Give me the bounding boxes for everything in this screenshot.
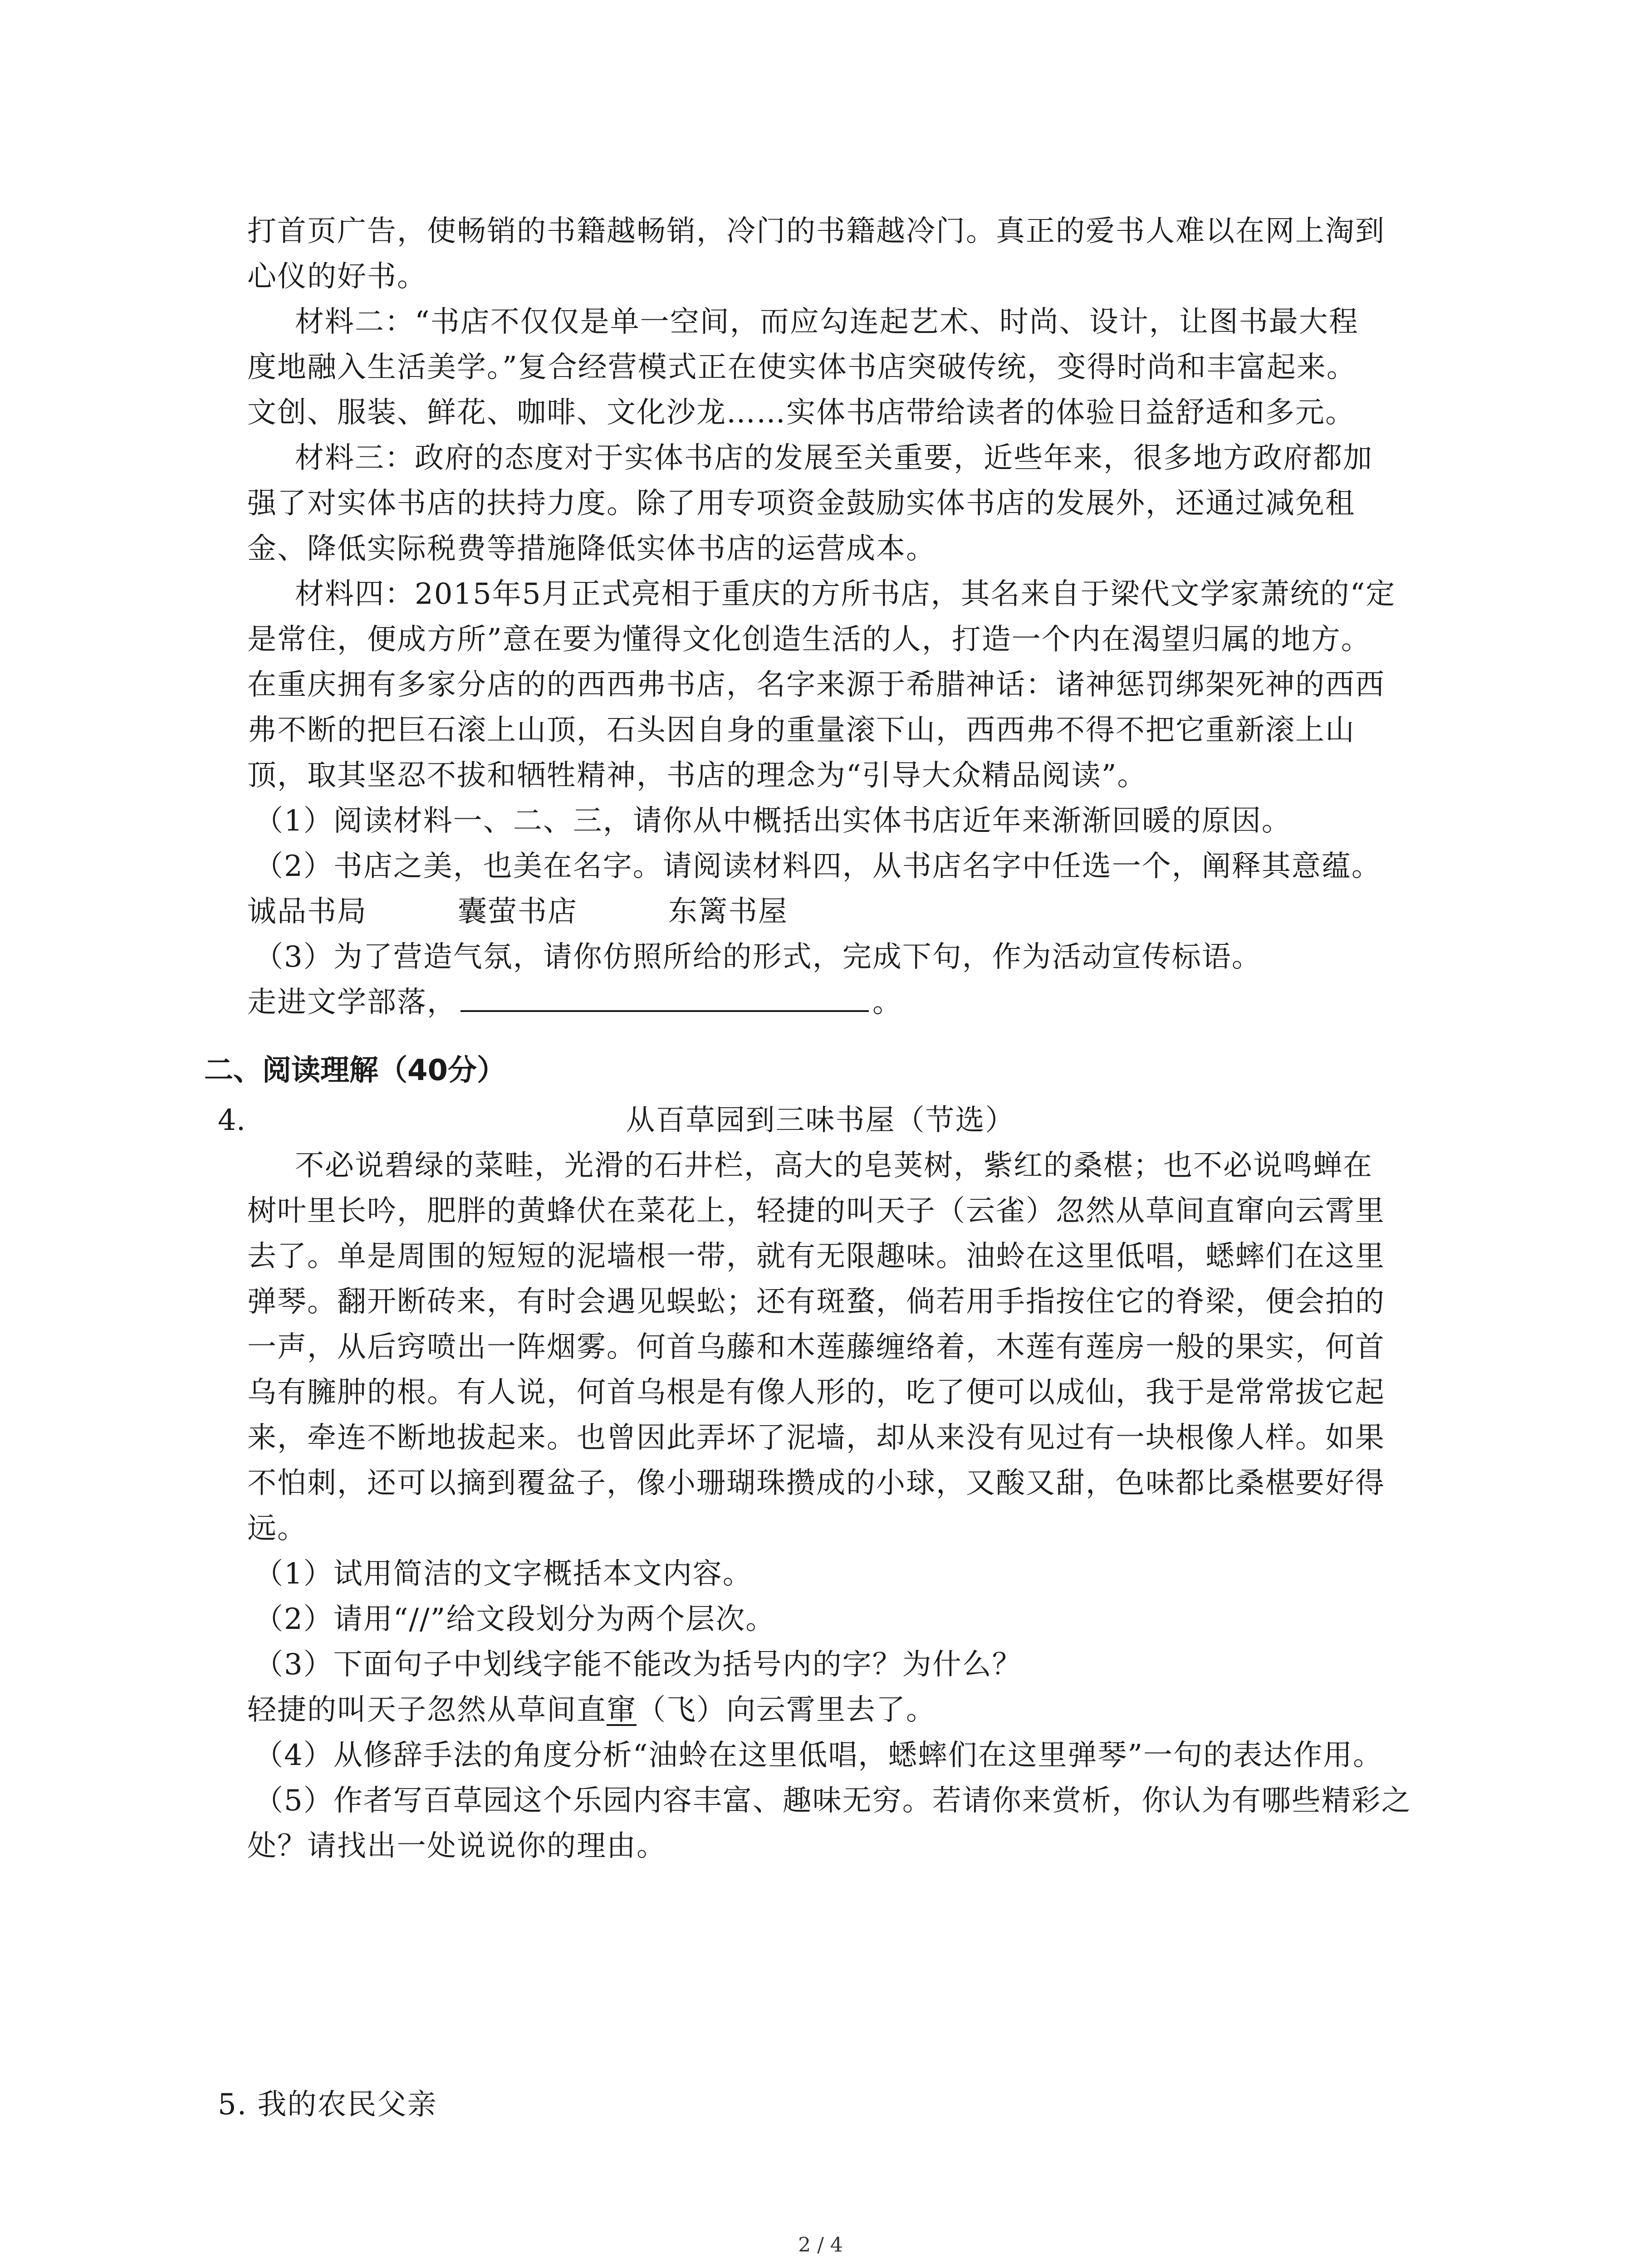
material4-line2: 是常住，便成方所”意在要为懂得文化创造生活的人，打造一个内在渴望归属的地方。	[247, 623, 1371, 656]
material1-line1: 打首页广告，使畅销的书籍越畅销，冷门的书籍越冷门。真正的爱书人难以在网上淘到	[247, 215, 1385, 248]
question-5-heading: 5. 我的农民父亲	[218, 2088, 437, 2121]
material2-line1: 材料二：“书店不仅仅是单一空间，而应勾连起艺术、时尚、设计，让图书最大程	[295, 305, 1359, 339]
passage-line: 来，牵连不断地拔起来。也曾因此弄坏了泥墙，却从来没有见过有一块根像人样。如果	[247, 1421, 1385, 1455]
material2-line2: 度地融入生活美学。”复合经营模式正在使实体书店突破传统，变得时尚和丰富起来。	[247, 351, 1357, 384]
store-name-1: 诚品书局	[247, 895, 367, 929]
store-name-2: 囊萤书店	[458, 895, 578, 929]
example-sentence	[247, 1687, 936, 1733]
material3-line1: 材料三：政府的态度对于实体书店的发展至关重要，近些年来，很多地方政府都加	[295, 441, 1373, 475]
page-number: 2 / 4	[798, 2234, 843, 2257]
passage-line: 乌有臃肿的根。有人说，何首乌根是有像人形的，吃了便可以成仙，我于是常常拔它起	[247, 1376, 1385, 1409]
passage-line: 去了。单是周围的短短的泥墙根一带，就有无限趣味。油蛉在这里低唱，蟋蟀们在这里	[247, 1240, 1385, 1273]
question-4-5: （5）作者写百草园这个乐园内容丰富、趣味无穷。若请你来赏析，你认为有哪些精彩之	[254, 1784, 1411, 1818]
underlined-char: 窜	[607, 1693, 637, 1727]
material3-line3: 金、降低实际税费等措施降低实体书店的运营成本。	[247, 532, 936, 566]
sentence-before: 轻捷的叫天子忽然从草间直	[247, 1693, 607, 1727]
question-3-3: （3）为了营造气氛，请你仿照所给的形式，完成下句，作为活动宣传标语。	[254, 940, 1262, 974]
question-4-2: （2）请用“//”给文段划分为两个层次。	[254, 1603, 776, 1636]
store-name-3: 东篱书屋	[668, 895, 788, 929]
question-4-4: （4）从修辞手法的角度分析“油蛉在这里低唱，蟋蟀们在这里弹琴”一句的表达作用。	[254, 1739, 1383, 1772]
question-4-1: （1）试用简洁的文字概括本文内容。	[254, 1557, 753, 1591]
slogan-answer-blank[interactable]	[460, 983, 869, 1012]
store-names	[247, 889, 788, 934]
section-heading: 二、阅读理解（40分）	[204, 1054, 506, 1087]
slogan-suffix: 。	[872, 986, 902, 1019]
question-4-3: （3）下面句子中划线字能不能改为括号内的字？为什么？	[254, 1648, 1022, 1681]
passage-line: 弹琴。翻开断砖来，有时会遇见蜈蚣；还有斑蝥，倘若用手指按住它的脊梁，便会拍的	[247, 1285, 1385, 1319]
material1-line2: 心仪的好书。	[247, 260, 427, 293]
sentence-after: （飞）向云霄里去了。	[637, 1693, 936, 1727]
material2-line3: 文创、服装、鲜花、咖啡、文化沙龙……实体书店带给读者的体验日益舒适和多元。	[247, 396, 1355, 430]
passage-line: 不怕刺，还可以摘到覆盆子，像小珊瑚珠攒成的小球，又酸又甜，色味都比桑椹要好得	[247, 1466, 1385, 1500]
material4-line5: 顶，取其坚忍不拔和牺牲精神，书店的理念为“引导大众精品阅读”。	[247, 759, 1147, 792]
question-3-1: （1）阅读材料一、二、三，请你从中概括出实体书店近年来渐渐回暖的原因。	[254, 804, 1292, 838]
slogan-prefix: 走进文学部落，	[247, 986, 457, 1019]
passage-line: 树叶里长吟，肥胖的黄蜂伏在菜花上，轻捷的叫天子（云雀）忽然从草间直窜向云霄里	[247, 1194, 1385, 1228]
passage-line: 一声，从后窍喷出一阵烟雾。何首乌藤和木莲藤缠络着，木莲有莲房一般的果实，何首	[247, 1330, 1385, 1364]
passage-line: 远。	[247, 1512, 307, 1545]
material4-line1: 材料四：2015年5月正式亮相于重庆的方所书店，其名来自于梁代文学家萧统的“定	[295, 577, 1396, 611]
material4-line3: 在重庆拥有多家分店的的西西弗书店，名字来源于希腊神话：诸神惩罚绑架死神的西西	[247, 668, 1385, 702]
question-4-number: 4.	[218, 1104, 246, 1137]
passage-line: 不必说碧绿的菜畦，光滑的石井栏，高大的皂荚树，紫红的桑椹；也不必说鸣蝉在	[295, 1149, 1373, 1183]
slogan-line	[247, 980, 902, 1025]
material3-line2: 强了对实体书店的扶持力度。除了用专项资金鼓励实体书店的发展外，还通过减免租	[247, 487, 1355, 520]
material4-line4: 弗不断的把巨石滚上山顶，石头因自身的重量滚下山，西西弗不得不把它重新滚上山	[247, 714, 1355, 747]
question-4-5-cont: 处？请找出一处说说你的理由。	[247, 1829, 666, 1863]
passage-title: 从百草园到三味书屋（节选）	[626, 1104, 1015, 1137]
question-3-2: （2）书店之美，也美在名字。请阅读材料四，从书店名字中任选一个，阐释其意蕴。	[254, 850, 1381, 883]
